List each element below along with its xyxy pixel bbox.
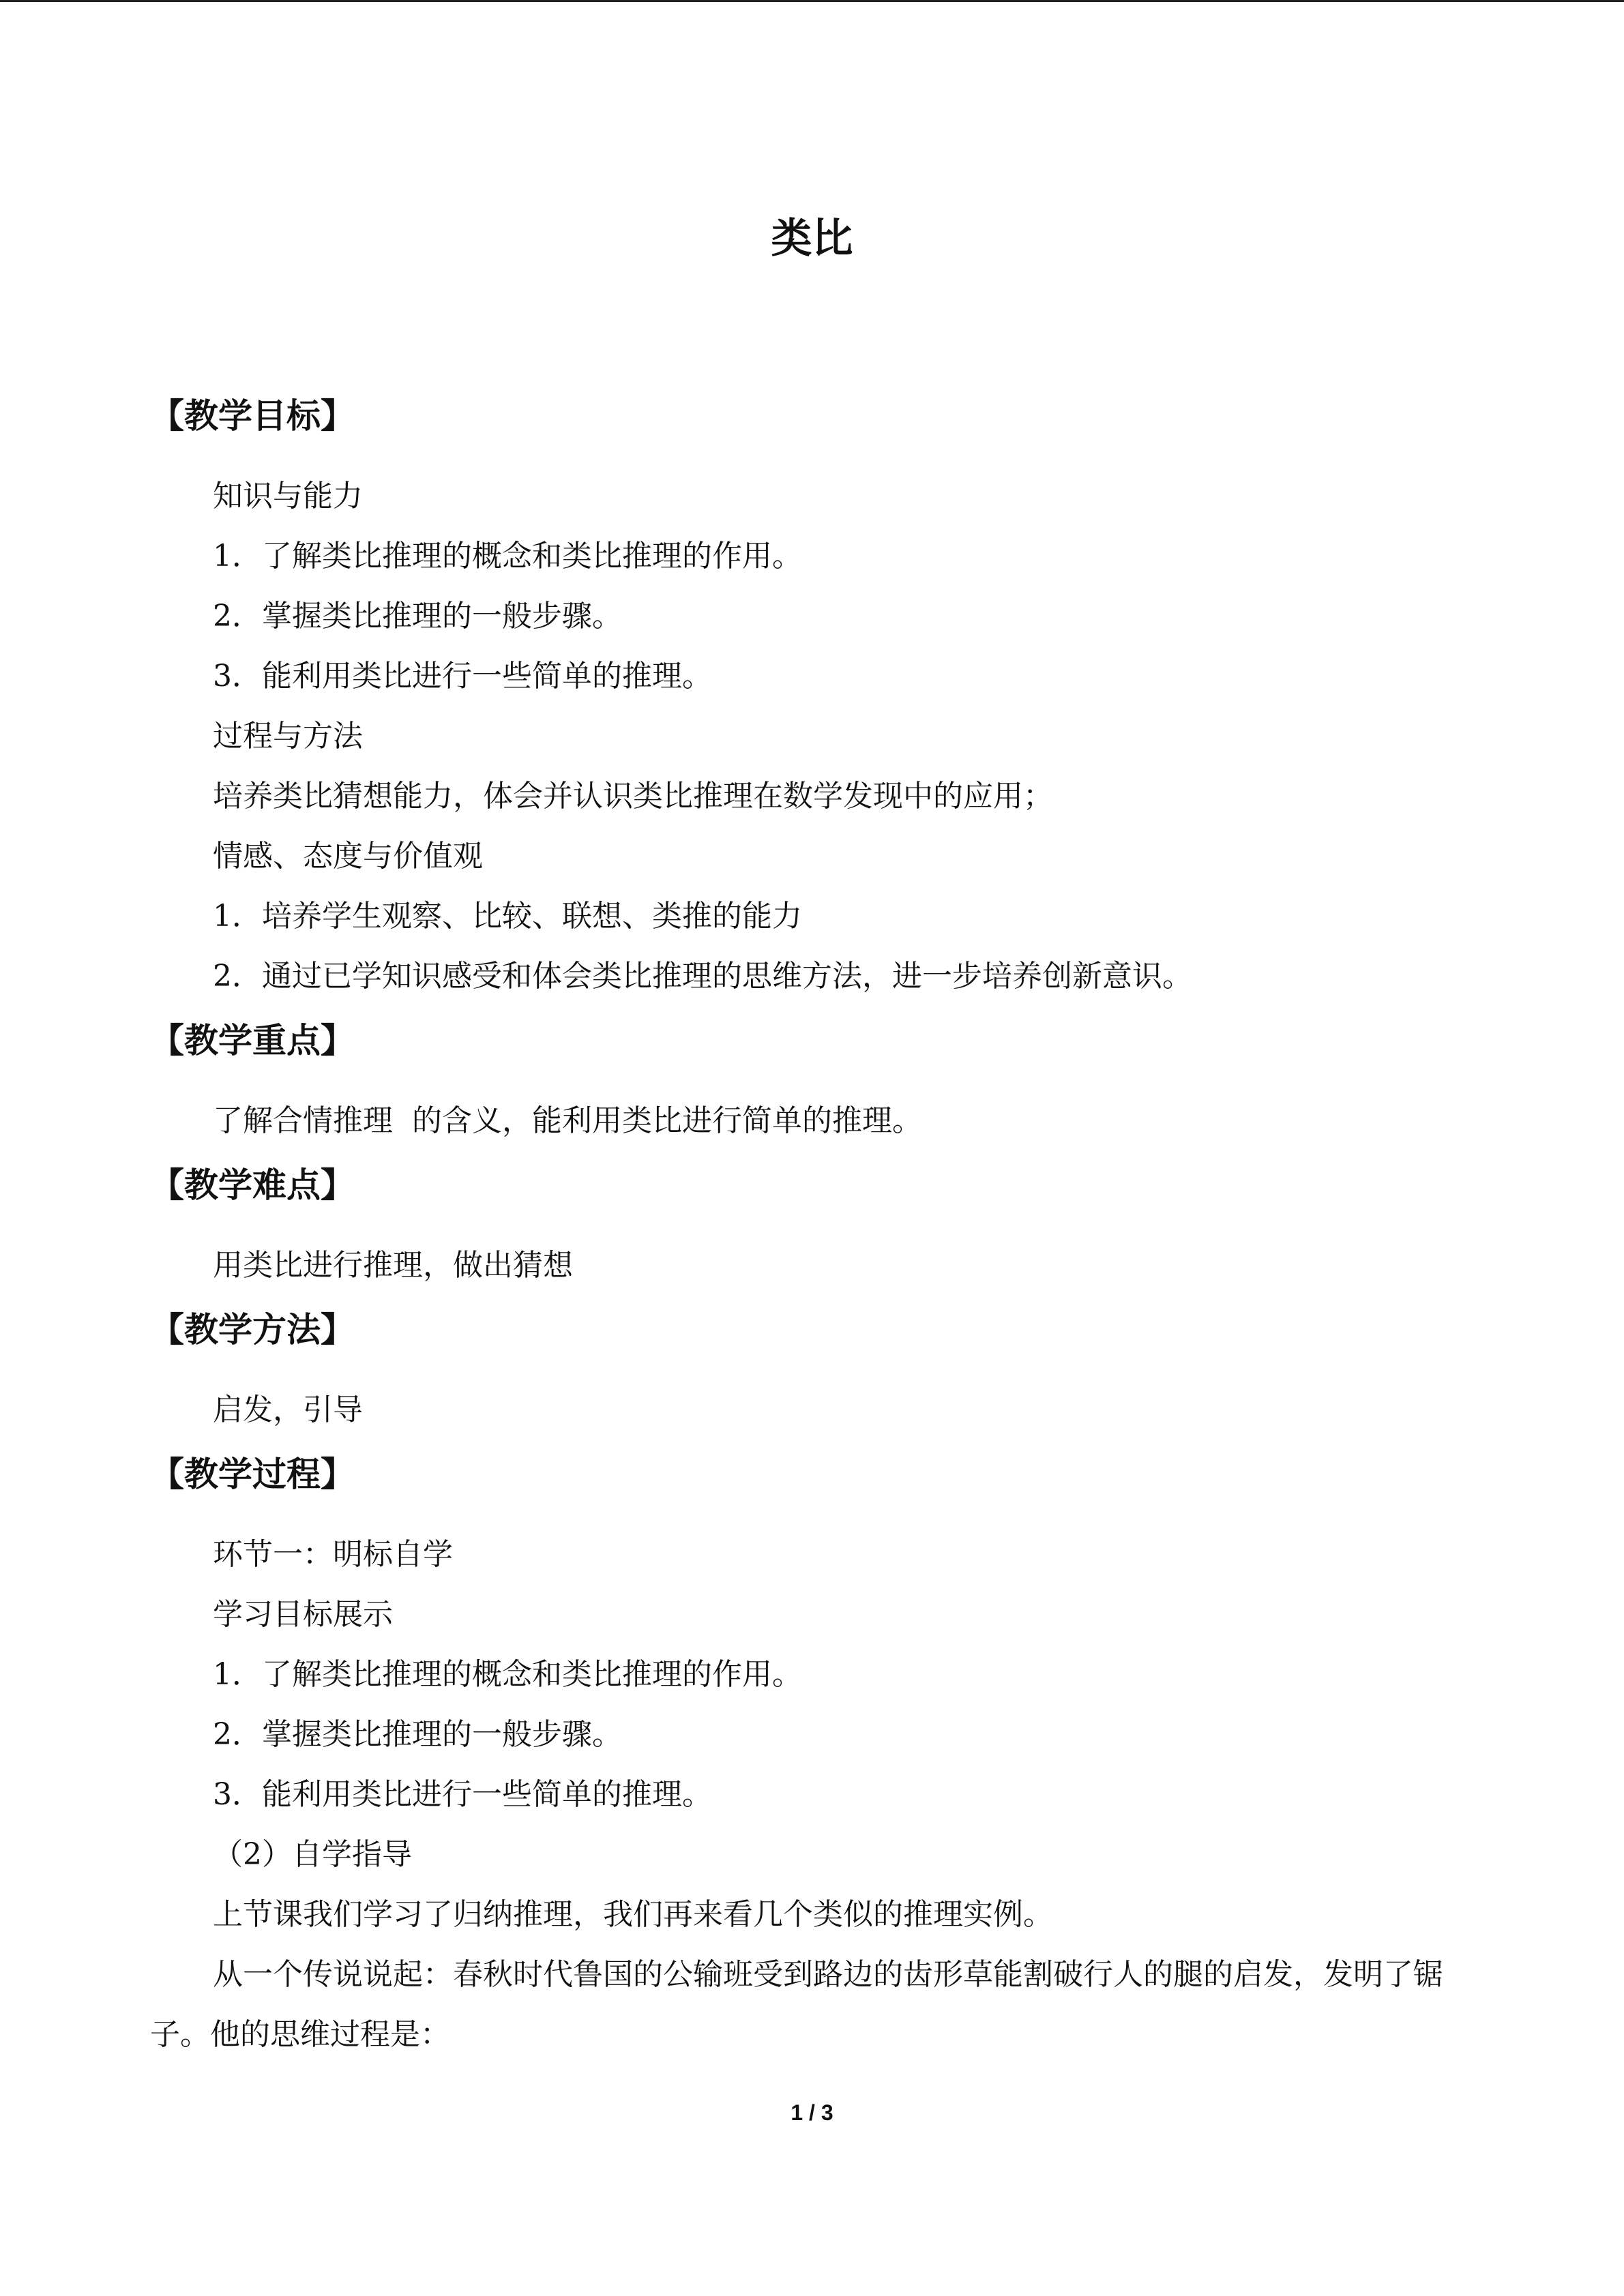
goals-line: 2．通过已学知识感受和体会类比推理的思维方法，进一步培养创新意识。 bbox=[213, 959, 1192, 994]
difficulties-line: 用类比进行推理，做出猜想 bbox=[213, 1248, 573, 1283]
goals-line: 1．了解类比推理的概念和类比推理的作用。 bbox=[213, 539, 802, 573]
process-line: 上节课我们学习了归纳推理，我们再来看几个类似的推理实例。 bbox=[213, 1897, 1053, 1932]
page-title: 类比 bbox=[771, 215, 853, 263]
process-line: 3．能利用类比进行一些简单的推理。 bbox=[213, 1777, 712, 1812]
process-line: 1．了解类比推理的概念和类比推理的作用。 bbox=[213, 1657, 802, 1692]
goals-line: 3．能利用类比进行一些简单的推理。 bbox=[213, 659, 712, 694]
section-heading-difficulties: 【教学难点】 bbox=[150, 1165, 355, 1205]
key-points-line: 了解合情推理 的含义，能利用类比进行简单的推理。 bbox=[213, 1103, 922, 1138]
process-line: 环节一：明标自学 bbox=[213, 1537, 453, 1572]
goals-line: 1．培养学生观察、比较、联想、类推的能力 bbox=[213, 899, 802, 934]
goals-line: 情感、态度与价值观 bbox=[213, 839, 483, 874]
top-border-line bbox=[0, 0, 1624, 2]
section-heading-key-points: 【教学重点】 bbox=[150, 1021, 355, 1060]
section-heading-methods: 【教学方法】 bbox=[150, 1310, 355, 1350]
goals-line: 2．掌握类比推理的一般步骤。 bbox=[213, 599, 622, 633]
section-heading-process: 【教学过程】 bbox=[150, 1455, 355, 1494]
document-body bbox=[150, 382, 1460, 2065]
process-line: 2．掌握类比推理的一般步骤。 bbox=[213, 1717, 622, 1752]
goals-line: 培养类比猜想能力，体会并认识类比推理在数学发现中的应用； bbox=[213, 779, 1053, 814]
process-line: 学习目标展示 bbox=[213, 1597, 393, 1632]
process-line: （2）自学指导 bbox=[213, 1837, 412, 1872]
process-paragraph: 从一个传说说起：春秋时代鲁国的公输班受到路边的齿形草能割破行人的腿的启发，发明了锯子。他的思维过程是： bbox=[150, 1957, 1443, 2052]
section-heading-goals: 【教学目标】 bbox=[150, 396, 355, 436]
page-number: 1 / 3 bbox=[791, 2100, 833, 2125]
goals-line: 过程与方法 bbox=[213, 719, 363, 754]
goals-line: 知识与能力 bbox=[213, 479, 363, 513]
methods-line: 启发，引导 bbox=[213, 1392, 363, 1427]
